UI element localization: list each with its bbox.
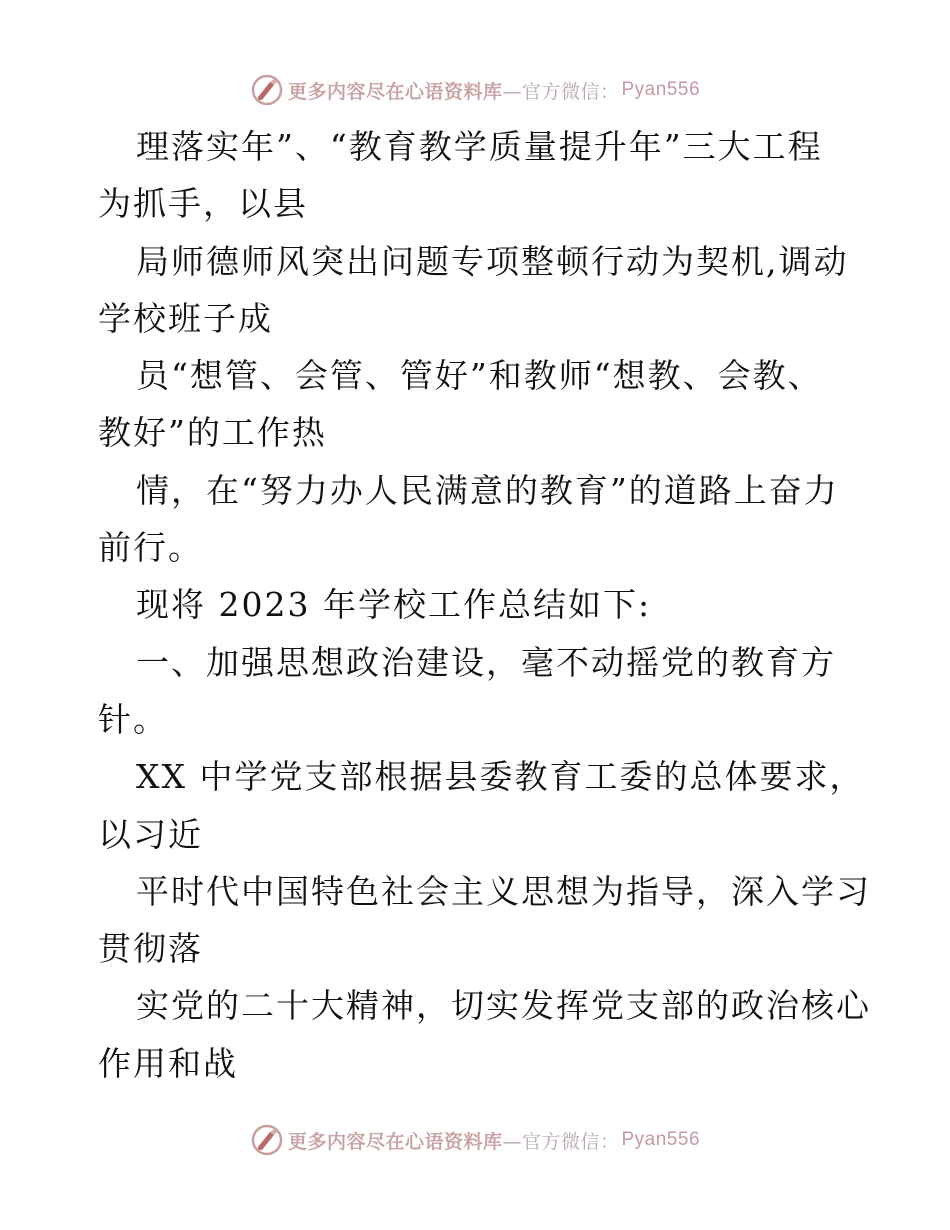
- text-line: 针。: [98, 699, 168, 739]
- text-line: 为抓手，以县: [98, 184, 308, 224]
- watermark-wechat-id: Pyan556: [621, 79, 701, 100]
- text-line: XX 中学党支部根据县委教育工委的总体要求，: [136, 757, 865, 797]
- text-line: 教好”的工作热: [98, 413, 327, 453]
- text-line: 平时代中国特色社会主义思想为指导，深入学习: [136, 871, 871, 911]
- watermark-logo-icon: [250, 1123, 284, 1157]
- watermark-wechat-id: Pyan556: [621, 1129, 701, 1150]
- document-body: [98, 118, 888, 1092]
- text-line: 局师德师风突出问题专项整顿行动为契机,调动: [136, 241, 849, 281]
- watermark-logo-icon: [250, 73, 284, 107]
- text-line: 现将 2023 年学校工作总结如下:: [136, 585, 652, 625]
- watermark-sub-text: —官方微信：: [502, 1130, 620, 1153]
- watermark-sub-text: —官方微信：: [502, 80, 620, 103]
- text-line: 实党的二十大精神，切实发挥党支部的政治核心: [136, 986, 871, 1026]
- text-line: 学校班子成: [98, 298, 273, 338]
- text-line: 理落实年”、“教育教学质量提升年”三大工程: [136, 127, 823, 166]
- watermark-main-text: 更多内容尽在心语资料库: [287, 80, 503, 103]
- text-line: 以习近: [98, 814, 203, 854]
- header-watermark: [0, 70, 950, 110]
- watermark-main-text: 更多内容尽在心语资料库: [287, 1130, 503, 1153]
- footer-watermark: [0, 1120, 950, 1160]
- text-line: 贯彻落: [98, 929, 203, 969]
- text-line: 作用和战: [98, 1043, 238, 1083]
- text-line: 一、加强思想政治建设，毫不动摇党的教育方: [136, 642, 836, 682]
- text-line: 情，在“努力办人民满意的教育”的道路上奋力: [136, 470, 839, 510]
- text-line: 员“想管、会管、管好”和教师“想教、会教、: [136, 356, 823, 396]
- text-line: 前行。: [98, 528, 203, 568]
